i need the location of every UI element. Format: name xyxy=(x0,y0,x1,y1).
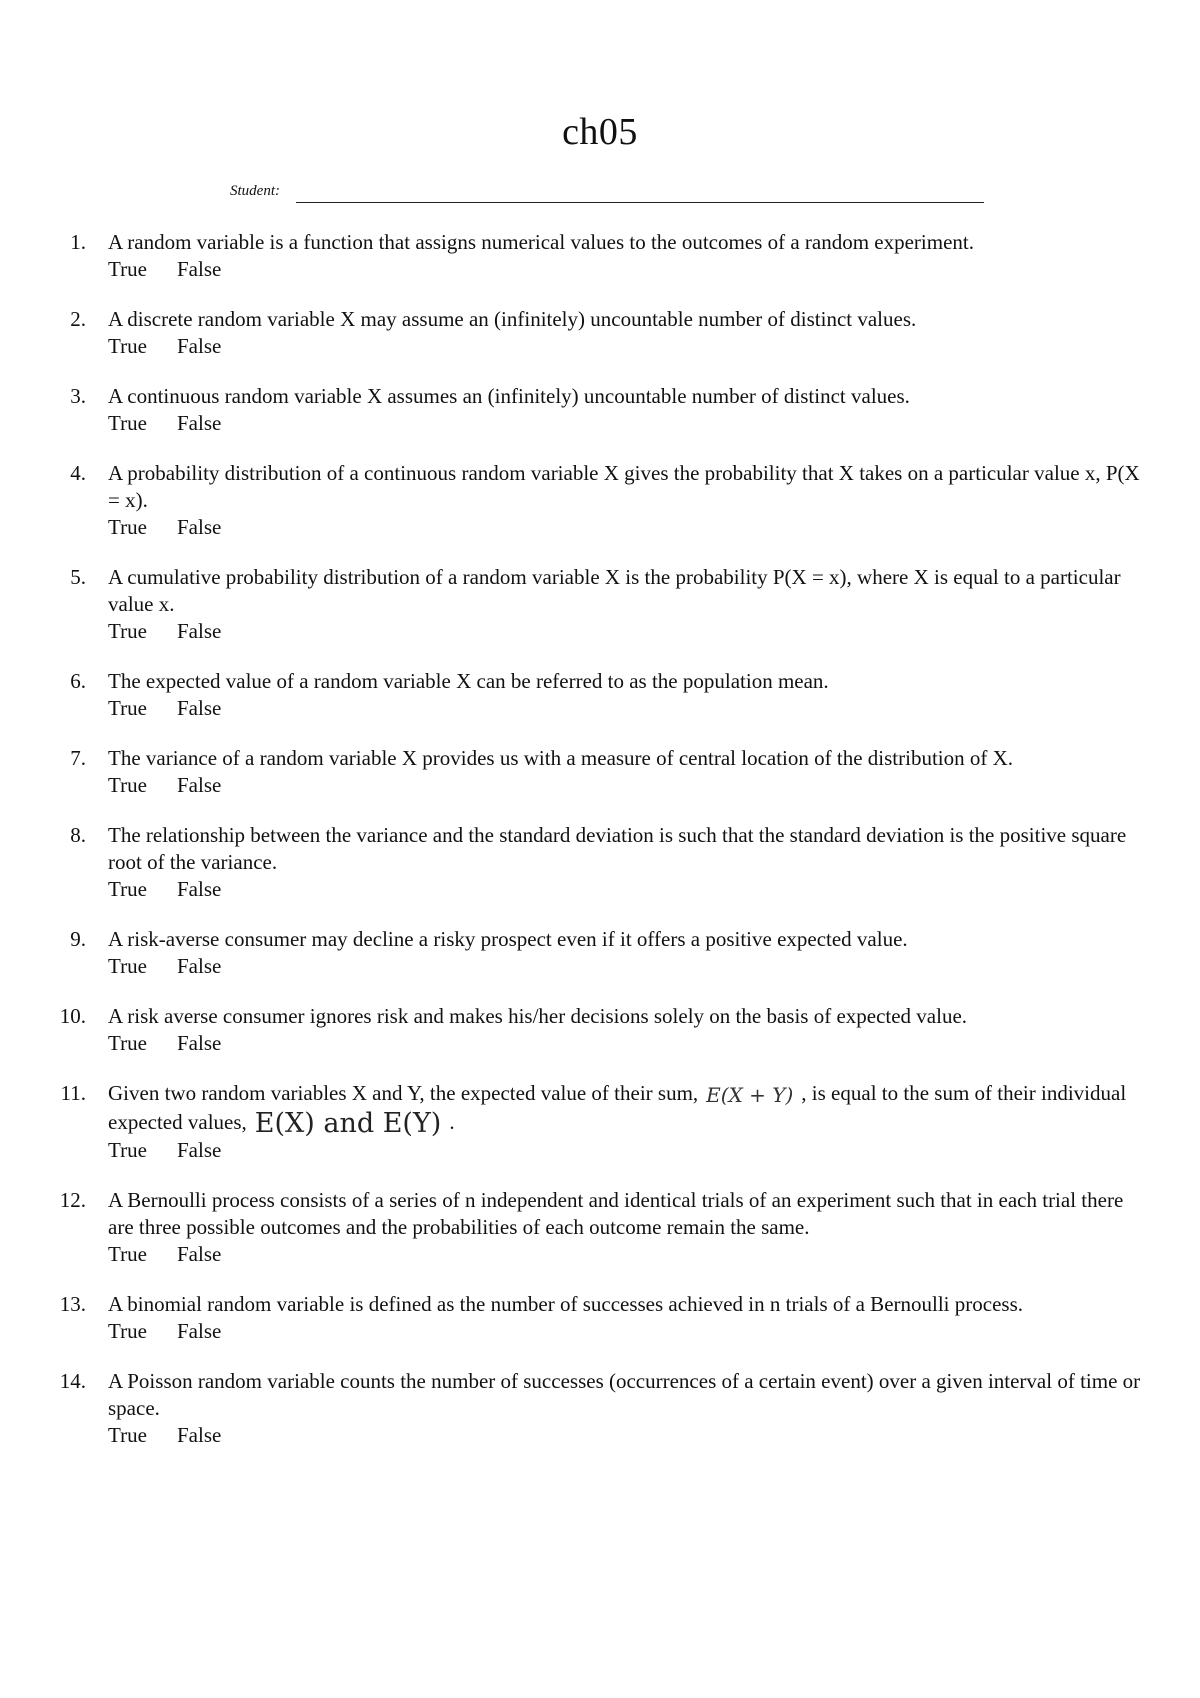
answer-options xyxy=(108,410,1200,437)
question-number: 1. xyxy=(70,230,86,254)
question-number: 11. xyxy=(60,1081,86,1105)
option-true[interactable]: True xyxy=(108,696,147,720)
option-true[interactable]: True xyxy=(108,1423,147,1448)
option-true[interactable]: True xyxy=(108,954,147,978)
question-number: 12. xyxy=(59,1188,86,1213)
question-text: A probability distribution of a continuous random variable X gives the probability that X takes on a particular value x, P(X = x). xyxy=(108,461,1140,512)
question-text: A binomial random variable is defined as the number of successes achieved in n trials of a Bernoulli process. xyxy=(108,1292,1023,1317)
question-text: A continuous random variable X assumes an (infinitely) uncountable number of distinct values. xyxy=(108,384,910,408)
question-number: 6. xyxy=(70,669,86,693)
question-item xyxy=(0,460,1200,541)
option-false[interactable]: False xyxy=(177,1423,222,1448)
option-false[interactable]: False xyxy=(177,773,222,797)
formula-e-x-plus-y: E(X + Y) xyxy=(706,1082,794,1107)
option-false[interactable]: False xyxy=(177,1138,222,1163)
question-item xyxy=(0,1080,1200,1164)
question-text: The relationship between the variance and the standard deviation is such that the standard deviation is the positive square root of the variance. xyxy=(108,823,1127,874)
option-true[interactable]: True xyxy=(108,334,147,358)
option-false[interactable]: False xyxy=(177,954,222,978)
option-false[interactable]: False xyxy=(177,1319,222,1344)
answer-options xyxy=(108,1318,1200,1345)
answer-options xyxy=(108,876,1200,903)
question-text-part1: Given two random variables X and Y, the expected value of their sum, xyxy=(108,1081,699,1105)
question-number: 14. xyxy=(59,1369,86,1394)
question-number: 2. xyxy=(70,307,86,331)
option-false[interactable]: False xyxy=(177,411,222,435)
formula-e-x-and-e-y: E(X) and E(Y) xyxy=(254,1108,442,1140)
answer-options xyxy=(108,953,1200,980)
answer-options xyxy=(108,772,1200,799)
option-true[interactable]: True xyxy=(108,877,147,901)
option-false[interactable]: False xyxy=(177,1242,222,1267)
answer-options xyxy=(108,333,1200,360)
question-text: A discrete random variable X may assume an (infinitely) uncountable number of distinct values. xyxy=(108,307,917,331)
option-false[interactable]: False xyxy=(177,696,222,720)
question-number: 8. xyxy=(70,823,86,847)
question-number: 4. xyxy=(70,461,86,485)
option-true[interactable]: True xyxy=(108,1138,147,1163)
question-text: A risk-averse consumer may decline a risky prospect even if it offers a positive expected value. xyxy=(108,927,908,951)
student-name-line xyxy=(296,202,984,203)
question-item xyxy=(0,1291,1200,1345)
question-number: 5. xyxy=(70,565,86,589)
option-true[interactable]: True xyxy=(108,1031,147,1055)
question-item xyxy=(0,1187,1200,1268)
question-text: The variance of a random variable X provides us with a measure of central location of the distribution of X. xyxy=(108,746,1014,770)
option-false[interactable]: False xyxy=(177,257,222,281)
question-number: 3. xyxy=(70,384,86,408)
student-label: Student: xyxy=(230,183,280,199)
answer-options xyxy=(108,695,1200,722)
answer-options xyxy=(108,256,1200,283)
question-item xyxy=(0,668,1200,722)
question-item xyxy=(0,229,1200,283)
question-item xyxy=(0,822,1200,903)
question-text: The expected value of a random variable X can be referred to as the population mean. xyxy=(108,669,829,693)
answer-options xyxy=(108,514,1200,541)
question-text-part3: . xyxy=(449,1109,455,1134)
question-text: A random variable is a function that assigns numerical values to the outcomes of a random experiment. xyxy=(108,230,975,254)
option-false[interactable]: False xyxy=(177,1031,222,1055)
answer-options xyxy=(108,1137,1200,1164)
answer-options xyxy=(108,1422,1200,1449)
option-false[interactable]: False xyxy=(177,619,222,643)
option-true[interactable]: True xyxy=(108,773,147,797)
option-true[interactable]: True xyxy=(108,515,147,539)
answer-options xyxy=(108,618,1200,645)
question-text: A risk averse consumer ignores risk and makes his/her decisions solely on the basis of expected value. xyxy=(108,1004,968,1028)
question-number: 13. xyxy=(59,1292,86,1317)
question-item xyxy=(0,1003,1200,1057)
question-text: A Poisson random variable counts the number of successes (occurrences of a certain event) over a given interval of time or space. xyxy=(108,1369,1141,1421)
answer-options xyxy=(108,1241,1200,1268)
answer-options xyxy=(108,1030,1200,1057)
question-item xyxy=(0,564,1200,645)
option-true[interactable]: True xyxy=(108,619,147,643)
question-text: A cumulative probability distribution of a random variable X is the probability P(X = x), where X is equal to a particular value x. xyxy=(108,565,1121,616)
question-item xyxy=(0,926,1200,980)
question-number: 7. xyxy=(70,746,86,770)
option-false[interactable]: False xyxy=(177,515,222,539)
question-number: 9. xyxy=(70,927,86,951)
question-list xyxy=(0,229,1200,1472)
option-true[interactable]: True xyxy=(108,257,147,281)
question-number: 10. xyxy=(59,1004,86,1028)
option-true[interactable]: True xyxy=(108,411,147,435)
question-item xyxy=(0,383,1200,437)
option-false[interactable]: False xyxy=(177,877,222,901)
question-item xyxy=(0,1368,1200,1449)
question-text-part2: , is equal to the sum of their individual expected values, xyxy=(108,1081,1127,1134)
question-text: A Bernoulli process consists of a series of n independent and identical trials of an experiment such that in each trial there are three possible outcomes and the probabilities of each outcome remain the same. xyxy=(108,1188,1124,1240)
question-item xyxy=(0,745,1200,799)
question-item xyxy=(0,306,1200,360)
question-text xyxy=(108,1080,1143,1140)
page-title: ch05 xyxy=(562,111,638,153)
option-true[interactable]: True xyxy=(108,1242,147,1267)
option-false[interactable]: False xyxy=(177,334,222,358)
option-true[interactable]: True xyxy=(108,1319,147,1344)
